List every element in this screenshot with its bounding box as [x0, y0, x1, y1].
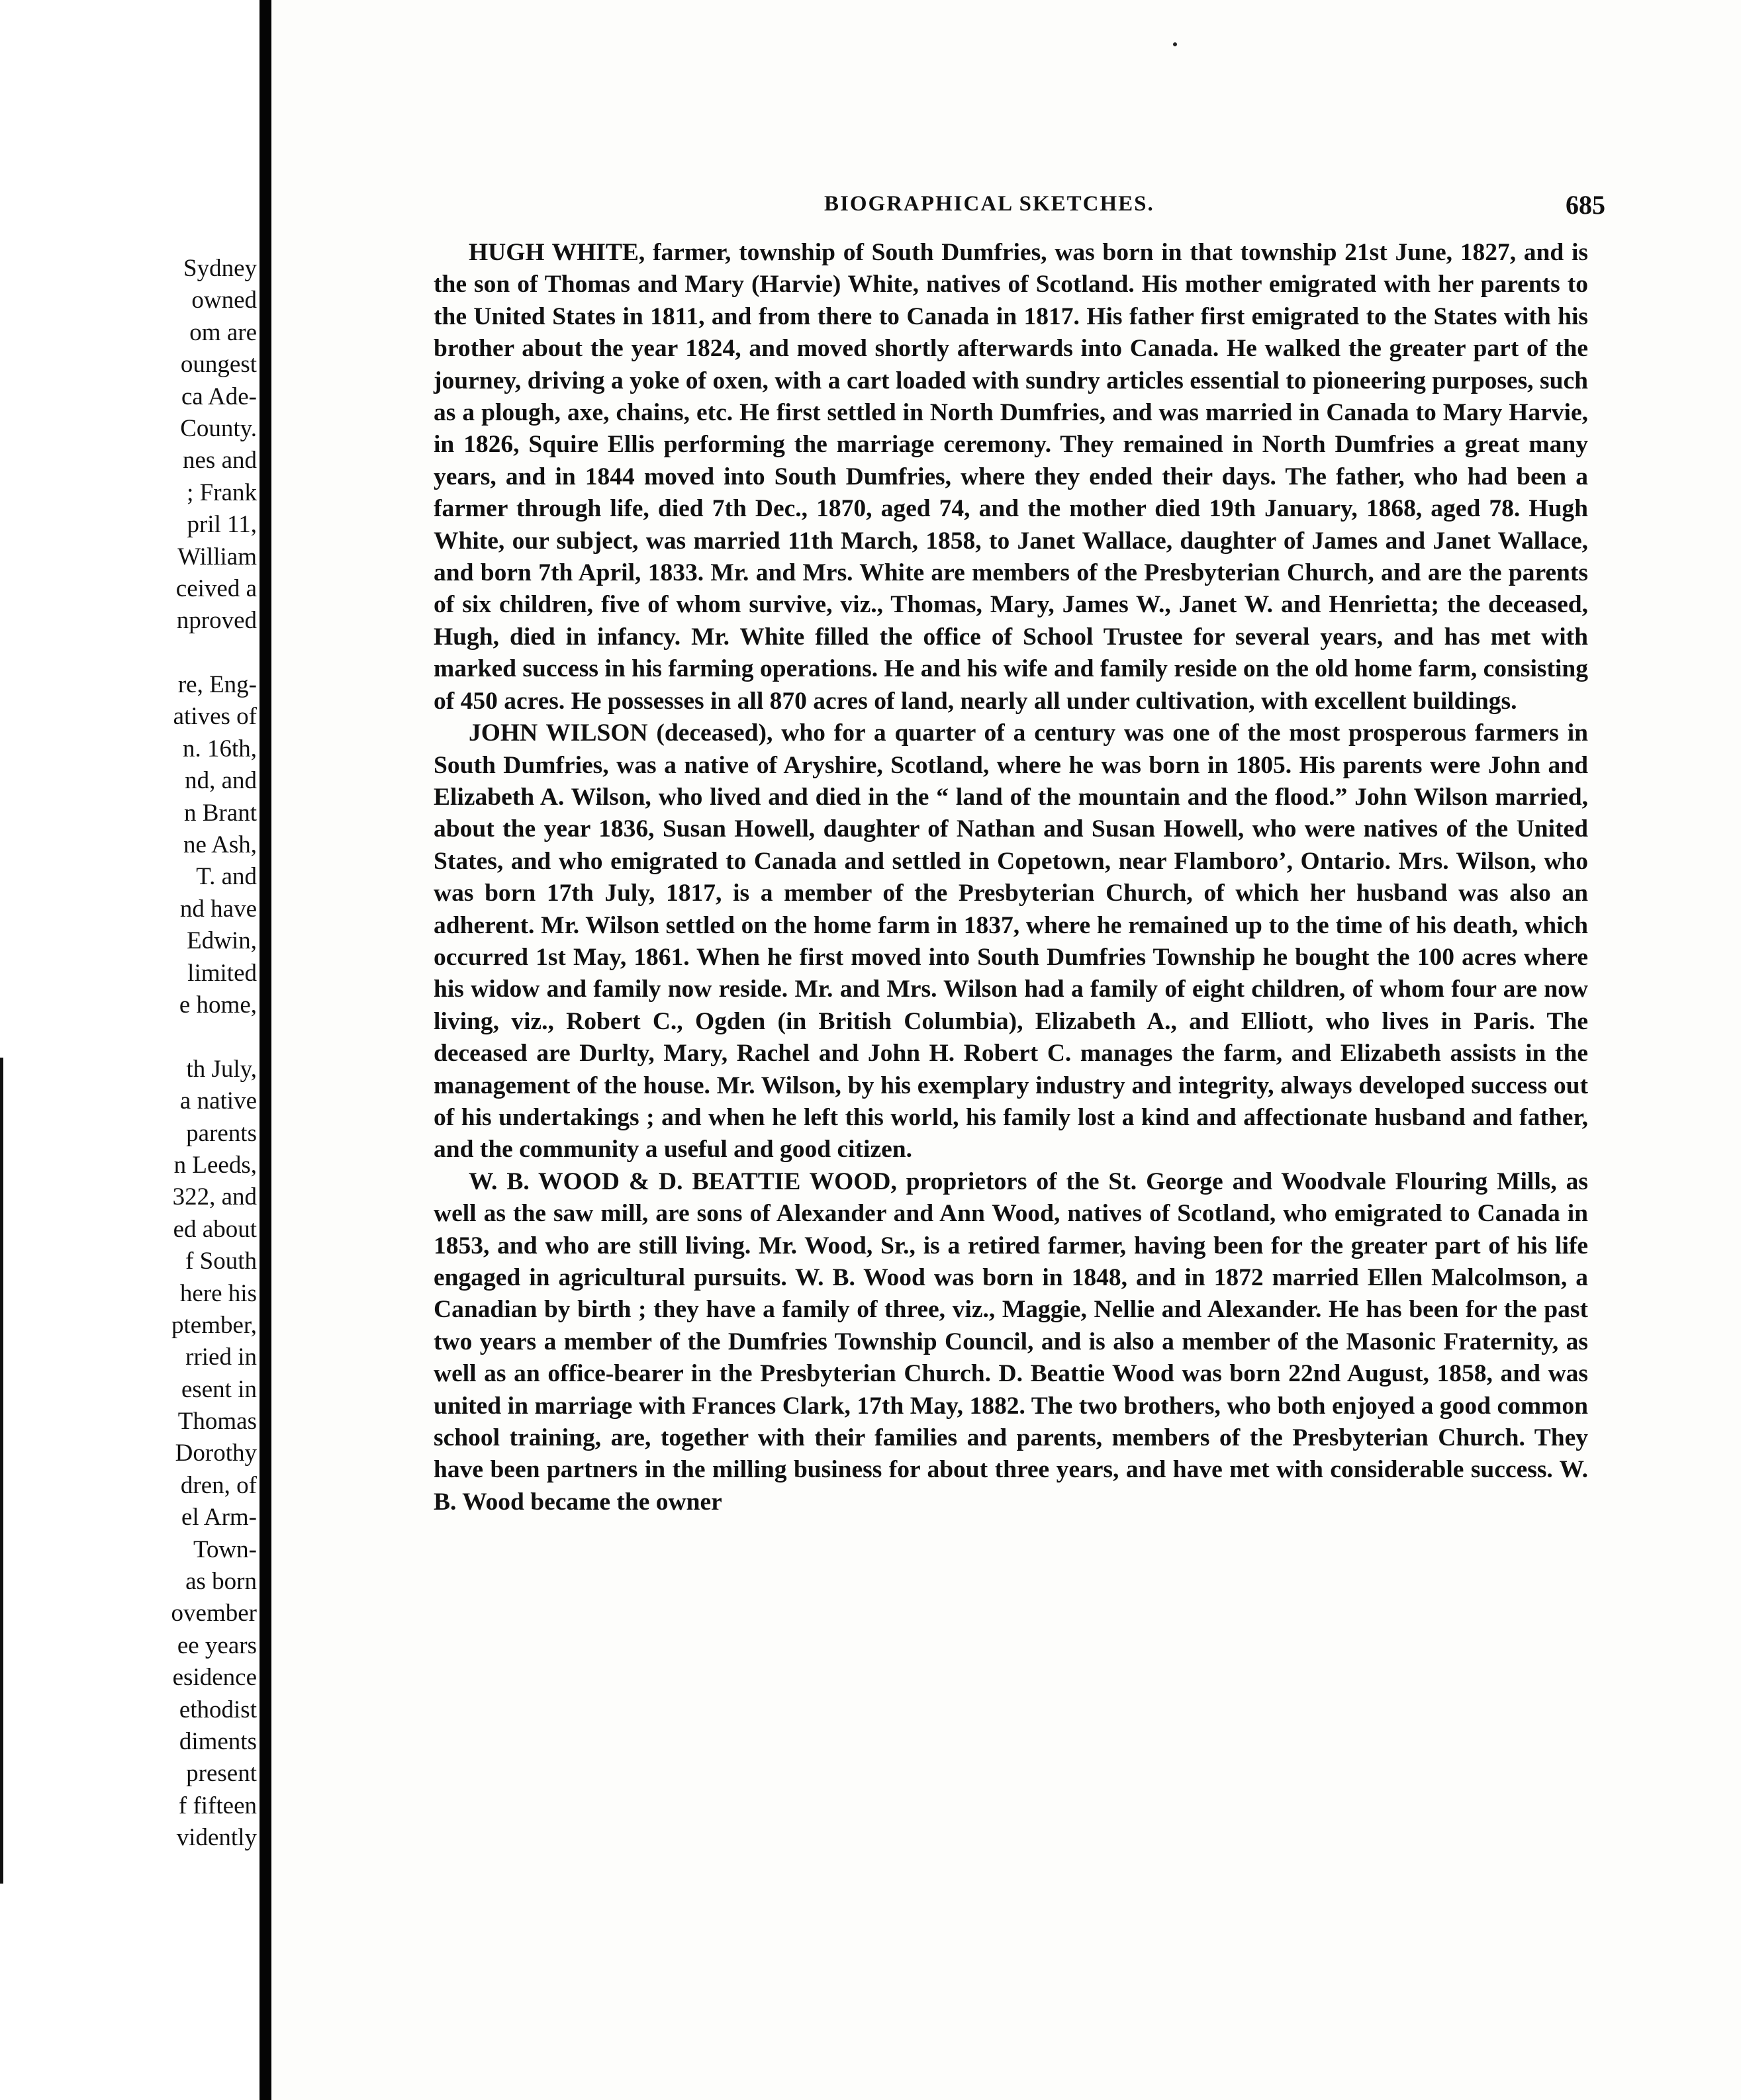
left-page-line: ethodist: [179, 1696, 257, 1723]
left-page-line: rried in: [185, 1344, 257, 1371]
body-text: [434, 237, 1588, 1518]
left-page-line: Town-: [193, 1535, 257, 1563]
left-page-line: 322, and: [172, 1183, 257, 1211]
left-page-line: e home,: [179, 991, 257, 1019]
left-page-line: County.: [180, 414, 257, 442]
page-number: 685: [1566, 190, 1605, 220]
left-page-line: diments: [179, 1727, 257, 1755]
left-page-line: owned: [191, 287, 257, 314]
left-page-line: ee years: [177, 1631, 257, 1659]
left-page-line: nd, and: [185, 767, 257, 795]
left-page-line: atives of: [173, 703, 257, 731]
left-page-line: [5, 637, 257, 669]
left-page-line: ptember,: [171, 1311, 257, 1339]
left-page-line: [5, 1021, 257, 1053]
left-page-line: n Brant: [184, 799, 257, 827]
sketch-hugh-white: HUGH WHITE, farmer, township of South Dumfries, was born in that township 21st June, 1827, and is the son of Thomas and Mary (Harvie) White, natives of Scotland. His mother emigrated with her parents to the United States in 1811, and from there to Canada in 1817. His father first emigrated to the States with his brother about the year 1824, and moved shortly afterwards into Canada. He walked the greater part of the journey, driving a yoke of oxen, with a cart loaded with sundry articles essential to pioneering purposes, such as a plough, axe, chains, etc. He first settled in North Dumfries, and was married in Canada to Mary Harvie, in 1826, Squire Ellis performing the marriage ceremony. They remained in North Dumfries a great many years, and in 1844 moved into South Dumfries, where they ended their days. The father, who had been a farmer through life, died 7th Dec., 1870, aged 74, and the mother died 19th January, 1868, aged 78. Hugh White, our subject, was married 11th March, 1858, to Janet Wallace, daughter of James and Janet Wallace, and born 7th April, 1833. Mr. and Mrs. White are members of the Presbyterian Church, and are the parents of six children, five of whom survive, viz., Thomas, Mary, James W., Janet W. and Henrietta; the deceased, Hugh, died in infancy. Mr. White filled the office of School Trustee for several years, and has met with marked success in his farming operations. He and his wife and family reside on the old home farm, consisting of 450 acres. He possesses in all 870 acres of land, nearly all under cultivation, with excellent buildings.: [434, 239, 1588, 715]
left-page-line: th July,: [186, 1055, 257, 1083]
left-page-line: dren, of: [180, 1471, 257, 1499]
sketch-john-wilson: JOHN WILSON (deceased), who for a quarter of a century was one of the most prosperous farmers in South Dumfries, was a native of Aryshire, Scotland, where he was born in 1805. His parents were John and Elizabeth A. Wilson, who lived and died in the “ land of the mountain and the flood.” John Wilson married, about the year 1836, Susan Howell, daughter of Nathan and Susan Howell, who were natives of the United States, and who emigrated to Canada and settled in Copetown, near Flamboro’, Ontario. Mrs. Wilson, who was born 17th July, 1817, is a member of the Presbyterian Church, of which her husband was also an adherent. Mr. Wilson settled on the home farm in 1837, where he remained up to the time of his death, which occurred 1st May, 1861. When he first moved into South Dumfries Township he bought the 100 acres where his widow and family now reside. Mr. and Mrs. Wilson had a family of eight children, of whom four are now living, viz., Robert C., Ogden (in British Columbia), Elizabeth A., and Elliott, who lives in Paris. The deceased are Durlty, Mary, Rachel and John H. Robert C. manages the farm, and Elizabeth assists in the management of the house. Mr. Wilson, by his exemplary industry and integrity, always developed success out of his undertakings ; and when he left this world, his family lost a kind and affectionate husband and father, and the community a useful and good citizen.: [434, 719, 1588, 1164]
page-gutter: [259, 0, 271, 2100]
left-page-line: Sydney: [183, 255, 257, 282]
left-page-line: el Arm-: [181, 1504, 257, 1531]
left-page-line: f fifteen: [178, 1792, 257, 1819]
left-page-line: n. 16th,: [182, 735, 257, 762]
left-page-line: re, Eng-: [177, 671, 257, 699]
left-page-line: ed about: [173, 1215, 257, 1243]
left-page-line: ca Ade-: [181, 383, 257, 410]
left-page-line: as born: [185, 1568, 257, 1596]
left-page-line: nes and: [183, 447, 257, 475]
left-page-line: T. and: [196, 863, 257, 891]
left-page-line: present: [186, 1760, 257, 1788]
running-head: BIOGRAPHICAL SKETCHES.: [824, 192, 1154, 216]
left-page-fragment: [0, 0, 259, 2100]
left-page-line: Edwin,: [187, 927, 257, 955]
left-page-text-column: [5, 253, 257, 1854]
left-page-line: nproved: [176, 607, 257, 635]
left-page-line: esidence: [172, 1664, 257, 1692]
left-page-line: n Leeds,: [173, 1151, 257, 1179]
page-header: [553, 192, 1605, 225]
left-page-line: om are: [189, 318, 257, 346]
left-page-line: f South: [185, 1248, 257, 1275]
left-page-line: limited: [187, 959, 257, 987]
left-page-line: ; Frank: [187, 479, 257, 506]
left-page-line: vidently: [176, 1824, 257, 1852]
ink-speck: [1173, 42, 1177, 46]
left-page-line: parents: [186, 1119, 257, 1147]
left-page-line: a native: [179, 1087, 257, 1115]
left-page-line: William: [177, 543, 257, 571]
left-page-line: Thomas: [177, 1408, 257, 1436]
sketch-wood-brothers: W. B. WOOD & D. BEATTIE WOOD, proprietors of the St. George and Woodvale Flouring Mills, as well as the saw mill, are sons of Alexander and Ann Wood, natives of Scotland, who emigrated to Canada in 1853, and who are still living. Mr. Wood, Sr., is a retired farmer, having been for the greater part of his life engaged in agricultural pursuits. W. B. Wood was born in 1848, and in 1872 married Ellen Malcolmson, a Canadian by birth ; they have a family of three, viz., Maggie, Nellie and Alexander. He has been for the past two years a member of the Dumfries Township Council, and is also a member of the Masonic Fraternity, as well as an office-bearer in the Presbyterian Church. D. Beattie Wood was born 22nd August, 1858, and was united in marriage with Frances Clark, 17th May, 1882. The two brothers, who both enjoyed a good common school training, are, together with their families and parents, members of the Presbyterian Church. They have been partners in the milling business for about three years, and have met with considerable success. W. B. Wood became the owner: [434, 1167, 1588, 1516]
left-page-line: pril 11,: [187, 511, 257, 539]
left-page-line: nd have: [179, 895, 257, 923]
left-page-line: esent in: [181, 1375, 257, 1403]
left-page-line: ceived a: [175, 574, 257, 602]
left-page-bracket: [0, 1058, 11, 1884]
left-page-line: here his: [179, 1279, 257, 1307]
left-page-line: ne Ash,: [183, 831, 257, 859]
left-page-line: oungest: [180, 351, 257, 379]
left-page-line: Dorothy: [175, 1439, 257, 1467]
left-page-line: ovember: [171, 1600, 257, 1627]
